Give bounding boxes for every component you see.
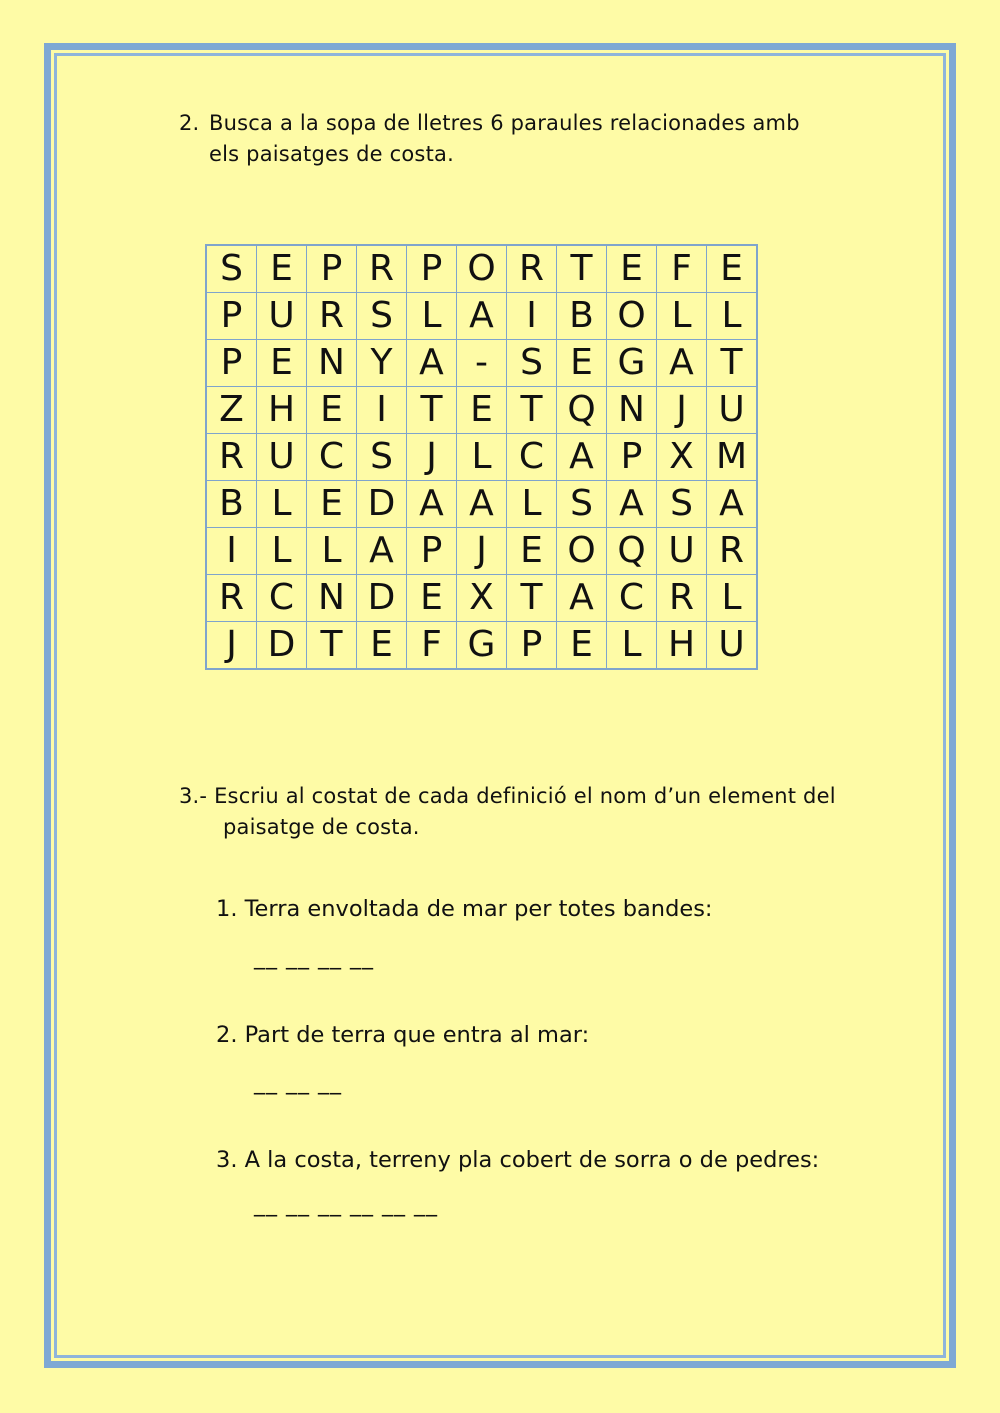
grid-cell[interactable]: E bbox=[307, 387, 357, 434]
grid-cell[interactable]: I bbox=[507, 293, 557, 340]
grid-cell[interactable]: R bbox=[657, 575, 707, 622]
question-2-text-line1: Busca a la sopa de lletres 6 paraules relacionades amb bbox=[209, 111, 800, 135]
definition-1: 1. Terra envoltada de mar per totes bandes: bbox=[216, 896, 713, 922]
grid-cell[interactable]: O bbox=[457, 245, 507, 293]
grid-cell[interactable]: P bbox=[407, 528, 457, 575]
grid-cell[interactable]: P bbox=[206, 340, 257, 387]
grid-cell[interactable]: A bbox=[557, 575, 607, 622]
grid-row bbox=[206, 528, 757, 575]
grid-cell[interactable]: R bbox=[206, 434, 257, 481]
grid-cell[interactable]: E bbox=[507, 528, 557, 575]
grid-cell[interactable]: M bbox=[707, 434, 758, 481]
grid-cell[interactable]: I bbox=[206, 528, 257, 575]
grid-cell[interactable]: B bbox=[206, 481, 257, 528]
grid-cell[interactable]: U bbox=[657, 528, 707, 575]
grid-row bbox=[206, 387, 757, 434]
grid-cell[interactable]: A bbox=[707, 481, 758, 528]
grid-cell[interactable]: R bbox=[307, 293, 357, 340]
grid-cell[interactable]: N bbox=[307, 340, 357, 387]
grid-cell[interactable]: E bbox=[457, 387, 507, 434]
grid-cell[interactable]: U bbox=[707, 622, 758, 670]
grid-cell[interactable]: T bbox=[307, 622, 357, 670]
grid-cell[interactable]: J bbox=[657, 387, 707, 434]
grid-cell[interactable]: E bbox=[257, 245, 307, 293]
answer-blanks-3[interactable]: __ __ __ __ __ __ bbox=[254, 1192, 438, 1217]
question-2 bbox=[179, 108, 899, 170]
grid-cell[interactable]: J bbox=[457, 528, 507, 575]
grid-cell[interactable]: E bbox=[307, 481, 357, 528]
grid-cell[interactable]: S bbox=[357, 293, 407, 340]
grid-cell[interactable]: U bbox=[257, 434, 307, 481]
grid-cell[interactable]: B bbox=[557, 293, 607, 340]
grid-cell[interactable]: A bbox=[357, 528, 407, 575]
grid-cell[interactable]: J bbox=[206, 622, 257, 670]
grid-cell[interactable]: - bbox=[457, 340, 507, 387]
grid-cell[interactable]: T bbox=[507, 575, 557, 622]
grid-cell[interactable]: P bbox=[307, 245, 357, 293]
grid-cell[interactable]: D bbox=[257, 622, 307, 670]
grid-row bbox=[206, 481, 757, 528]
grid-cell[interactable]: H bbox=[257, 387, 307, 434]
grid-cell[interactable]: A bbox=[607, 481, 657, 528]
grid-cell[interactable]: R bbox=[707, 528, 758, 575]
grid-cell[interactable]: C bbox=[607, 575, 657, 622]
grid-cell[interactable]: E bbox=[707, 245, 758, 293]
grid-cell[interactable]: J bbox=[407, 434, 457, 481]
grid-cell[interactable]: P bbox=[206, 293, 257, 340]
grid-cell[interactable]: N bbox=[307, 575, 357, 622]
grid-cell[interactable]: A bbox=[657, 340, 707, 387]
grid-cell[interactable]: T bbox=[407, 387, 457, 434]
grid-cell[interactable]: N bbox=[607, 387, 657, 434]
grid-cell[interactable]: Q bbox=[607, 528, 657, 575]
grid-cell[interactable]: L bbox=[707, 293, 758, 340]
grid-cell[interactable]: F bbox=[407, 622, 457, 670]
grid-cell[interactable]: Z bbox=[206, 387, 257, 434]
question-3 bbox=[179, 781, 919, 843]
grid-cell[interactable]: S bbox=[206, 245, 257, 293]
grid-row bbox=[206, 434, 757, 481]
grid-cell[interactable]: C bbox=[507, 434, 557, 481]
grid-cell[interactable]: O bbox=[557, 528, 607, 575]
grid-cell[interactable]: E bbox=[607, 245, 657, 293]
grid-cell[interactable]: S bbox=[357, 434, 407, 481]
grid-cell[interactable]: G bbox=[607, 340, 657, 387]
grid-cell[interactable]: X bbox=[457, 575, 507, 622]
grid-cell[interactable]: P bbox=[507, 622, 557, 670]
question-3-text-line2: paisatge de costa. bbox=[223, 815, 420, 839]
grid-cell[interactable]: A bbox=[557, 434, 607, 481]
grid-cell[interactable]: E bbox=[557, 622, 607, 670]
grid-cell[interactable]: L bbox=[607, 622, 657, 670]
grid-cell[interactable]: A bbox=[457, 293, 507, 340]
grid-cell[interactable]: A bbox=[407, 481, 457, 528]
question-3-text-line1: 3.- Escriu al costat de cada definició el nom d’un element del bbox=[179, 784, 836, 808]
grid-cell[interactable]: X bbox=[657, 434, 707, 481]
question-2-text-line2: els paisatges de costa. bbox=[209, 142, 454, 166]
grid-cell[interactable]: I bbox=[357, 387, 407, 434]
grid-cell[interactable]: L bbox=[257, 481, 307, 528]
grid-cell[interactable]: L bbox=[657, 293, 707, 340]
grid-cell[interactable]: P bbox=[607, 434, 657, 481]
grid-cell[interactable]: P bbox=[407, 245, 457, 293]
grid-cell[interactable]: A bbox=[457, 481, 507, 528]
grid-cell[interactable]: R bbox=[357, 245, 407, 293]
grid-cell[interactable]: L bbox=[307, 528, 357, 575]
grid-cell[interactable]: E bbox=[357, 622, 407, 670]
grid-cell[interactable]: L bbox=[507, 481, 557, 528]
grid-cell[interactable]: L bbox=[257, 528, 307, 575]
definition-3: 3. A la costa, terreny pla cobert de sorra o de pedres: bbox=[216, 1147, 820, 1173]
grid-cell[interactable]: E bbox=[557, 340, 607, 387]
grid-cell[interactable]: E bbox=[407, 575, 457, 622]
grid-cell[interactable]: Y bbox=[357, 340, 407, 387]
grid-cell[interactable]: E bbox=[257, 340, 307, 387]
grid-cell[interactable]: U bbox=[707, 387, 758, 434]
grid-cell[interactable]: T bbox=[707, 340, 758, 387]
answer-blanks-2[interactable]: __ __ __ bbox=[254, 1070, 342, 1095]
grid-cell[interactable]: L bbox=[707, 575, 758, 622]
grid-cell[interactable]: U bbox=[257, 293, 307, 340]
grid-cell[interactable]: G bbox=[457, 622, 507, 670]
grid-cell[interactable]: O bbox=[607, 293, 657, 340]
answer-blanks-1[interactable]: __ __ __ __ bbox=[254, 945, 374, 970]
grid-cell[interactable]: H bbox=[657, 622, 707, 670]
grid-cell[interactable]: S bbox=[557, 481, 607, 528]
grid-cell[interactable]: L bbox=[407, 293, 457, 340]
grid-row bbox=[206, 622, 757, 670]
word-search-grid bbox=[205, 244, 758, 670]
grid-cell[interactable]: T bbox=[507, 387, 557, 434]
grid-cell[interactable]: T bbox=[557, 245, 607, 293]
grid-cell[interactable]: S bbox=[507, 340, 557, 387]
grid-cell[interactable]: D bbox=[357, 575, 407, 622]
question-2-number: 2. bbox=[179, 111, 200, 135]
grid-cell[interactable]: R bbox=[507, 245, 557, 293]
definition-2: 2. Part de terra que entra al mar: bbox=[216, 1022, 590, 1048]
grid-row bbox=[206, 245, 757, 293]
grid-row bbox=[206, 575, 757, 622]
grid-cell[interactable]: C bbox=[307, 434, 357, 481]
grid-cell[interactable]: L bbox=[457, 434, 507, 481]
grid-cell[interactable]: A bbox=[407, 340, 457, 387]
grid-cell[interactable]: Q bbox=[557, 387, 607, 434]
grid-row bbox=[206, 293, 757, 340]
grid-cell[interactable]: S bbox=[657, 481, 707, 528]
grid-cell[interactable]: D bbox=[357, 481, 407, 528]
grid-cell[interactable]: R bbox=[206, 575, 257, 622]
grid-cell[interactable]: F bbox=[657, 245, 707, 293]
grid-cell[interactable]: C bbox=[257, 575, 307, 622]
grid-row bbox=[206, 340, 757, 387]
